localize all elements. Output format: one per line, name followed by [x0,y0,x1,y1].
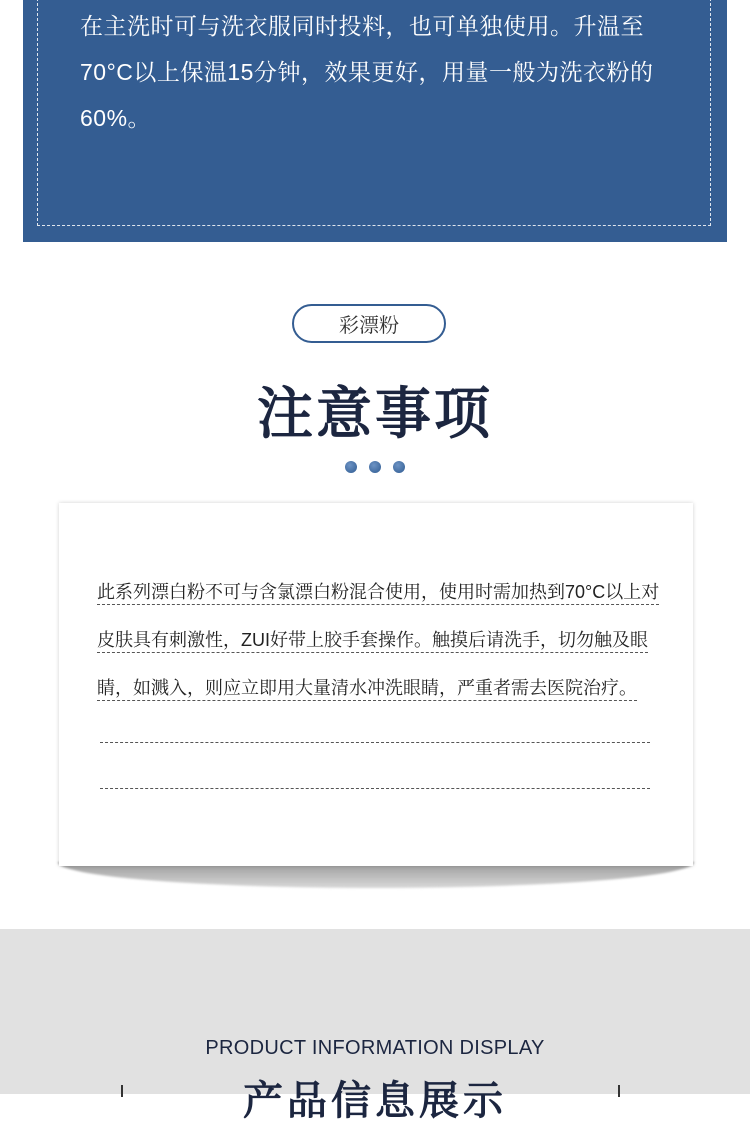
notice-line [97,616,657,664]
blank-dashed-line [100,788,650,789]
usage-line: 60%。 [80,105,152,131]
notice-card [59,503,693,866]
usage-line: 70°C以上保温15分钟，效果更好，用量一般为洗衣粉的 [80,59,654,85]
blank-dashed-line [100,742,650,743]
product-info-section [0,929,750,1123]
section-title: 注意事项 [257,382,493,445]
usage-panel [23,0,727,242]
dot-icon [393,461,405,473]
dot-icon [369,461,381,473]
notice-line [97,664,657,712]
notice-line [97,568,660,616]
usage-line: 在主洗时可与洗衣服同时投料，也可单独使用。升温至 [80,13,644,39]
product-info-chinese-title: 产品信息展示 [243,1079,507,1123]
product-info-english-title: PRODUCT INFORMATION DISPLAY [205,1037,545,1059]
notice-text [97,568,660,712]
notice-line-text: 皮肤具有刺激性，ZUI好带上胶手套操作。触摸后请洗手，切勿触及眼 [97,630,648,653]
usage-description [80,3,680,141]
notice-line-text: 睛，如溅入，则应立即用大量清水冲洗眼睛，严重者需去医院治疗。 [97,678,637,701]
decorative-dots [345,461,405,475]
category-tag: 彩漂粉 [292,304,446,343]
dot-icon [345,461,357,473]
notice-line-text: 此系列漂白粉不可与含氯漂白粉混合使用，使用时需加热到70°C以上对 [97,582,659,605]
